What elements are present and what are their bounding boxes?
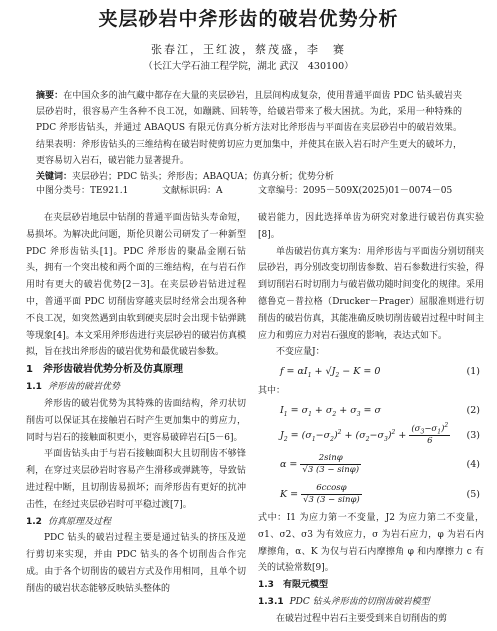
where-label: 其中： (258, 386, 286, 397)
equation-5: K = $\frac{6ccos\varphi}{√3 (3 - \sin\varphi)}$ (5) (280, 482, 480, 505)
paragraph-continued: 破岩能力，因此选择单齿为研究对象进行破岩仿真实验[8]。 (258, 213, 484, 240)
paragraph-explain: 式中：I1 为应力第一不变量，J2 为应力第二不变量，σ1、σ2、σ3 为有效应力，σ 为岩石应力，φ 为岩石内摩擦角，α、K 为仅与岩石内摩擦角 φ 和内摩擦力 c 有关的试验常数[9]。 (258, 512, 484, 574)
abstract-label: 摘要： (36, 91, 64, 101)
right-column (258, 210, 484, 628)
clc-number: 中图分类号：TE921.1 (36, 186, 129, 196)
equation-1: $f = \alpha I_1 + √J_2 - K = 0$ (1) (280, 366, 480, 380)
paragraph-simulation: 单齿破岩仿真方案为：用斧形齿与平面齿分别切削夹层砂岩，再分别改变切削齿参数、岩石参数进行实验，得到切削岩石时切削力与破岩做功随时间变化的规律。采用德鲁克－普拉格（Drucker－Prager）屈服准则进行切削齿的破岩仿真，其能准确反映切削齿破岩过程中时间主应力和剪应力对岩石强度的影响，表达式如下。 (258, 246, 484, 341)
keywords-label: 关键词： (36, 172, 73, 183)
paragraph-1-3-1: 在破岩过程中岩石主要受到来自切削齿的剪 (276, 613, 448, 624)
subsection-1-1-heading: 1.1 斧形齿的破岩优势 (26, 382, 120, 393)
intro-paragraph: 在夹层砂岩地层中钻削的普通平面齿钻头寿命短，易损坏。为解决此问题，斯伦贝谢公司研发了一种新型 PDC 斧形齿钻头[1]。PDC 斧形齿的聚晶金刚石钻头，拥有一个突出棱和两个面的三维结构，在与岩石作用时有更大的破岩优势[2－3]。在夹层砂岩钻进过程中，普通平面 PDC 切削齿穿越夹层时经常会出现各种不良工况，如突然遇到由软到硬夹层时会出现卡钻弹跳等现象[4]。本文采用斧形齿进行夹层砂岩的破岩仿真模拟，旨在找出斧形齿的破岩优势和最优破岩参数。 (26, 213, 246, 358)
keywords-text: 夹层砂岩；PDC 钻头；斧形齿；ABAQUA；仿真分析；优势分析 (72, 172, 334, 183)
document-code: 文献标识码：A (162, 186, 223, 196)
paragraph-invariant: 不变应量J： (276, 347, 325, 358)
equation-2: $I_1 = \sigma_1 + \sigma_2 + \sigma_3 = \sigma$ (2) (280, 404, 480, 418)
subsection-1-3-heading: 1.3 有限元模型 (258, 580, 328, 591)
affiliation: （长江大学石油工程学院，湖北 武汉 430100） (143, 61, 354, 72)
abstract-text: 在中国众多的油气藏中都存在大量的夹层砂岩，且层间构成复杂，使用普通平面齿 PDC 钻头破岩夹层砂岩时，很容易产生各种不良工况，如蹦跳、回转等，给破岩带来了极大困扰。为此，采用一种特殊的 PDC 斧形齿钻头，并通过 ABAQUS 有限元仿真分析方法对比斧形齿与平面齿在夹层砂岩中的破岩效果。结果表明：斧形齿钻头的三维结构在破岩时使剪切应力更加集中，并使其在嵌入岩石时产生更大的破坏力，更容易切入岩石，破岩能力显著提升。 (36, 91, 462, 166)
article-number: 文章编号：2095－509X(2025)01－0074－05 (258, 186, 453, 196)
subsection-1-3-1-heading: 1.3.1 PDC 钻头斧形齿的切削齿破岩模型 (258, 596, 430, 607)
paragraph-1-1a: 斧形齿的破岩优势为其特殊的齿面结构，斧刃状切削齿可以保证其在接触岩石时产生更加集中的剪应力，同时与岩石的接触面积更小，更容易破碎岩石[5－6]。 (26, 398, 246, 443)
paragraph-1-1b: 平面齿钻头由于与岩石接触面积大且切削齿不够锋利，在穿过夹层砂岩时容易产生滑移或弹跳等，导致钻进过程中断，且切削齿易损坏；而斧形齿有更好的抗冲击性，在经过夹层砂岩时可平稳过渡[7]。 (26, 449, 246, 510)
subsection-1-2-heading: 1.2 仿真原理及过程 (26, 516, 111, 527)
author-list: 张春江，王红波，蔡茂盛，李 赛 (151, 43, 346, 56)
paragraph-1-2: PDC 钻头的破岩过程主要是通过钻头的挤压及逆行剪切来实现，并由 PDC 钻头的各个切削齿合作完成。由于各个切削齿的破岩方式及作用相同，且单个切削齿的破岩状态能够反映钻头整体的 (26, 533, 246, 594)
left-column (26, 210, 246, 598)
paper-title: 夹层砂岩中斧形齿的破岩优势分析 (98, 8, 399, 30)
section-1-heading: 1 斧形齿破岩优势分析及仿真原理 (26, 364, 183, 376)
equation-4: α = $\frac{2\sin\varphi}{√3 (3 - \sin\varphi)}$ (4) (280, 452, 480, 475)
abstract-block (36, 88, 462, 185)
equation-3: $J_2 = (\sigma_1-\sigma_2)^2 + (\sigma_2-\sigma_3)^2$ + $\frac{(\sigma_3-\sigma_1)^2}{6}$ (3) (280, 422, 480, 446)
